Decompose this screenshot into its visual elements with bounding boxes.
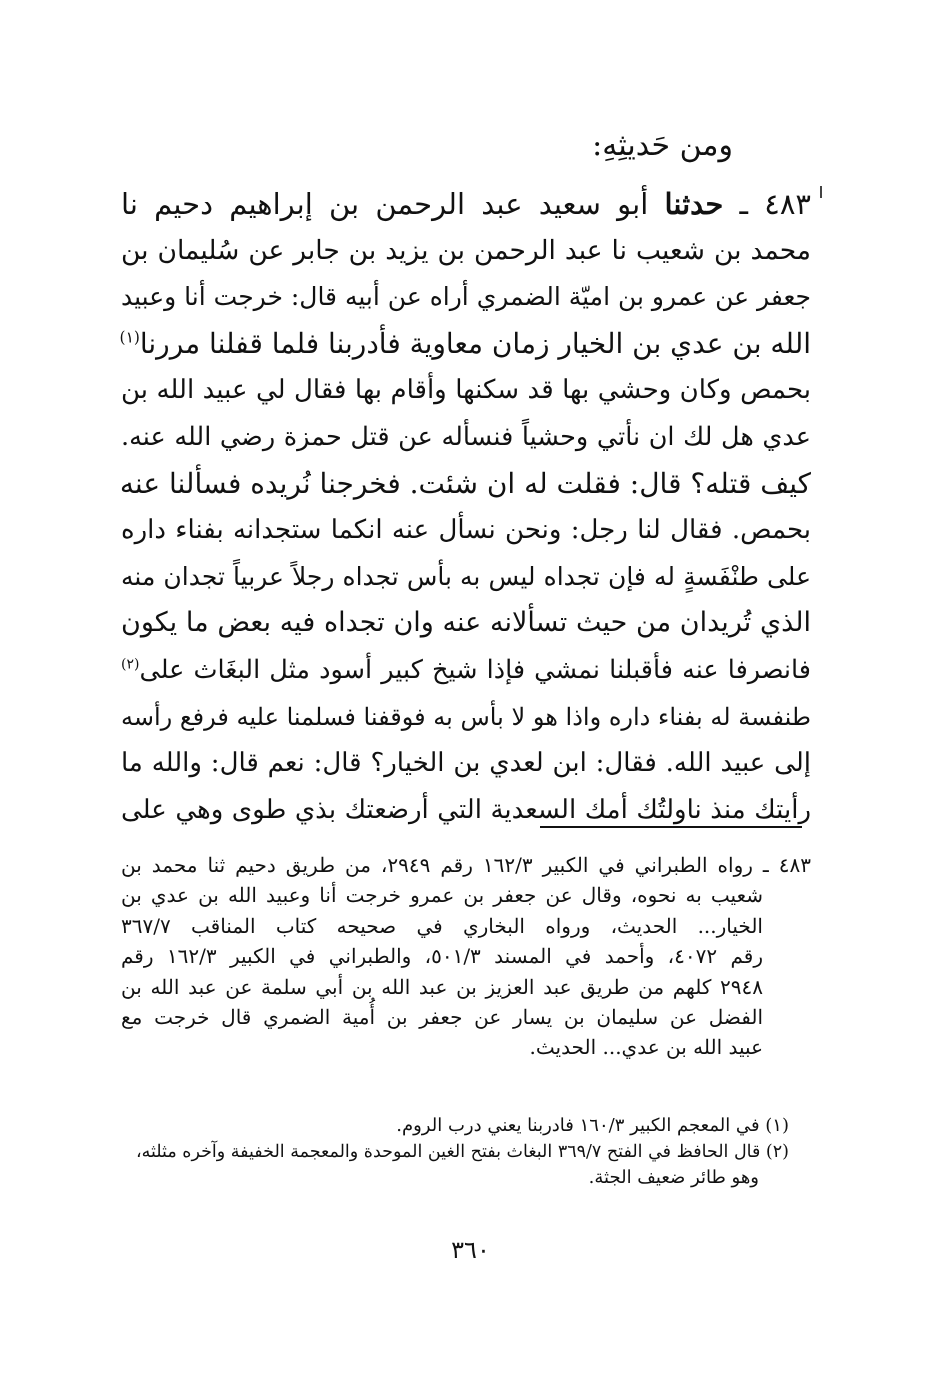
hadith-line: جعفر عن عمرو بن اميّة الضمري أراه عن أبيه قال: خرجت أنا وعبيد [121,282,811,312]
footnote-mark-2: (٢) [121,656,140,673]
footnote-2: (٢) قال الحافظ في الفتح ٣٦٩/٧ البغاث بفتح الغين الموحدة والمعجمة الخفيفة وآخره مثلثه، [135,1142,789,1162]
hadith-line: محمد بن شعيب نا عبد الرحمن بن يزيد بن جابر عن سُليمان بن [121,234,811,266]
section-heading: ومن حَديثِهِ: [592,128,733,163]
hadith-line: طنفسة له بفناء داره واذا هو لا بأس به فوقفنا فسلمنا عليه فرفع رأسه [121,702,811,731]
hadith-line: رأيتك منذ ناولتُك أمك السعدية التي أرضعتك بذي طوى وهي على [121,794,811,825]
hadith-line: كيف قتله؟ قال: فقلت له ان شئت. فخرجنا نُريده فسألنا عنه [119,466,811,500]
hadith-line-with-note-2 [121,647,811,694]
takhrij-line: رقم ٤٠٧٢، وأحمد في المسند ٥٠١/٣، والطبراني في الكبير ١٦٢/٣ رقم [121,944,764,969]
takhrij-line: عبيد الله بن عدي... الحديث. [529,1035,763,1060]
hadith-line: إلى عبيد الله. فقال: ابن لعدي بن الخيار؟ قال: نعم قال: والله ما [121,748,811,779]
hadith-line: بحمص وكان وحشي بها قد سكنها وأقام بها فقال لي عبيد الله بن [121,375,811,406]
hadith-number: ٤٨٣ ـ [739,187,811,221]
hadith-line-1-rest: أبو سعيد عبد الرحمن بن إبراهيم دحيم نا [121,187,649,221]
footnote-separator [540,826,802,828]
hadith-text [121,181,811,833]
hadith-line: بحمص. فقال لنا رجل: ونحن نسأل عنه انكما ستجدانه بفناء داره [121,515,811,546]
scan-speck [820,186,822,198]
footnotes [121,1113,789,1191]
footnote-1: (١) في المعجم الكبير ١٦٠/٣ فادربنا يعني درب الروم. [396,1115,789,1136]
takhrij-line: ٢٩٤٨ كلهم من طريق عبد العزيز بن عبد الله بن أبي سلمة عن عبد الله بن [121,974,763,999]
footnote-2-continued: وهو طائر ضعيف الجثة. [588,1167,759,1188]
takhrij-line: الخيار... الحديث، ورواه البخاري في صحيحه كتاب المناقب ٣٦٧/٧ [121,913,763,938]
hadith-line: عدي هل لك ان نأتي وحشياً فنسأله عن قتل حمزة رضي الله عنه. [121,421,811,452]
takhrij-notes [121,850,811,1063]
hadith-line-text: الله بن عدي بن الخيار زمان معاوية فأدربنا فلما قفلنا مررنا [139,326,811,360]
hadith-opening-word: حدثنا [664,187,724,221]
page-number: ٣٦٠ [451,1236,490,1264]
hadith-line-1 [121,181,811,228]
footnote-mark-1: (١) [119,328,140,347]
hadith-line-text: فانصرفا عنه فأقبلنا نمشي فإذا شيخ كبير أسود مثل البغَاث على [139,654,811,685]
takhrij-line: ٤٨٣ ـ رواه الطبراني في الكبير ١٦٢/٣ رقم ٢٩٤٩، من طريق دحيم ثنا محمد بن [121,853,811,877]
takhrij-line: الفضل عن سليمان بن يسار عن جعفر بن أُمية الضمري قال خرجت مع [121,1004,763,1029]
hadith-line: الذي تُريدان من حيث تسألانه عنه وان تجداه فيه بعض ما يكون [121,607,811,639]
takhrij-line: شعيب به نحوه، وقال عن جعفر بن عمرو خرجت أنا وعبيد الله بن عدي بن [121,883,763,908]
hadith-line-with-note-1 [121,321,811,368]
hadith-line: على طنْفَسةٍ له فإن تجداه ليس به بأس تجداه رجلاً عربياً تجدان منه [121,561,811,591]
